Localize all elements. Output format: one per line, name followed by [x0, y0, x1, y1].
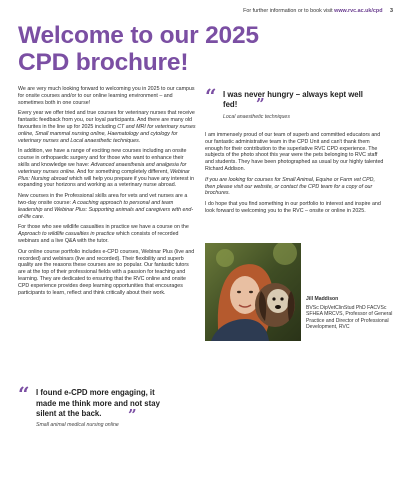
new-course-title-2: Webinar Plus: Nursing abroad	[18, 168, 190, 182]
contact-paragraph: If you are looking for courses for Small Animal, Equine or Farm vet CPD, then please visit our website, or contact the CPD team for a copy of our brochures.	[205, 176, 375, 197]
testimonial-quote-top	[205, 84, 385, 124]
author-name: Jill Maddison	[306, 296, 339, 302]
testimonial-source: Small animal medical nursing online	[36, 422, 119, 428]
courses-text: Every year we offer tried and true courses for veterinary nurses that receive fantastic feedback from you, our loyal participants. And there are many old favourites in the line up for 2025 including	[18, 110, 195, 130]
professional-skills-paragraph	[18, 193, 196, 220]
wildlife-text-a: For those who see wildlife casualties in practice we have a course on the	[18, 224, 189, 231]
author-photo	[205, 243, 301, 341]
prof-course-2: Webinar Plus: Supporting animals and caregivers with end-of-life care.	[18, 206, 194, 220]
online-portfolio-paragraph: Our online course portfolio includes e-CPD courses, Webinar Plus (live and recorded) and webinars (live and recorded). Their flexibility and superb quality are the reasons these courses are so popular. Our fantastic tutors are at the top of their professional fields with a passion for teaching and learning. They are dedicated to ensuring that the RVC online and onsite CPD experience provides deep learning opportunities that encourages participants to learn, reflect and think critically about their work.	[18, 248, 195, 296]
prof-text-a: New courses in the Professional skills area for vets and vet nurses are a two-day onsite course:	[18, 193, 188, 206]
new-courses-text-a: In addition, we have a range of exciting new courses including an onsite course in orthopaedic surgery and for those who want to enhance their skills and knowledge we have:	[18, 148, 187, 168]
prof-text-b: and	[42, 206, 55, 213]
page-title	[18, 22, 259, 76]
close-quote-icon: ”	[256, 95, 265, 113]
author-caption	[306, 296, 398, 331]
testimonial-text: I was never hungry – always kept well fed!	[223, 90, 363, 109]
wildlife-text-b: which consists of recorded webinars and a live Q&A with the tutor.	[18, 231, 179, 244]
portrait-with-dog-image	[205, 243, 301, 341]
prof-course-1: A coaching approach to personal and team leadership	[18, 199, 174, 213]
new-course-title-1: Advanced anaesthesia and analgesia for veterinary nurses online.	[18, 161, 187, 175]
right-column	[205, 84, 385, 219]
new-courses-text-c: which will help you prepare if you have any interest in expanding your horizons and working as a veterinary nurse abroad.	[18, 175, 195, 189]
new-courses-text-b: And for something completely different,	[75, 168, 171, 175]
testimonial-text: I found e-CPD more engaging, it made me think more and not stay silent at the back.	[36, 388, 160, 419]
intro-paragraph: We are very much looking forward to welcoming you in 2025 to our campus for onsite courses and/or to our online learning environment – and sometimes both in one course!	[18, 86, 195, 106]
wildlife-paragraph	[18, 224, 196, 244]
team-paragraph: I am immensely proud of our team of superb and committed educators and our fantastic administrative team in the CPD Unit and can't thank them enough for their contribution to the superlative RVC CPD experience. The subjects of the photo shoot this year were the pets belonging to RVC staff and students. They have been photographed as usual by our highly talented Richard Addison.	[205, 132, 384, 172]
testimonial-quote-bottom	[18, 382, 188, 436]
testimonial-source: Local anaesthetic techniques	[223, 114, 290, 120]
title-line-2: CPD brochure!	[18, 49, 189, 76]
open-quote-icon: “	[205, 84, 217, 108]
courses-paragraph	[18, 110, 196, 144]
open-quote-icon: “	[18, 382, 30, 406]
closing-paragraph: I do hope that you find something in our portfolio to interest and inspire and look forward to welcoming you to the RVC – onsite or online in 2025.	[205, 201, 381, 214]
header-info-text: For further information or to book visit	[243, 8, 333, 14]
wildlife-course: Approach to wildlife casualties in practice	[18, 231, 115, 238]
close-quote-icon: ”	[128, 406, 137, 424]
author-credentials: BVSc DipVetClinStud PhD FACVSc SFHEA MRCVS, Professor of General Practice and Director of Professional Development, RVC	[306, 304, 393, 331]
new-courses-paragraph	[18, 148, 196, 189]
booking-link[interactable]: www.rvc.ac.uk/cpd	[334, 8, 383, 14]
title-line-1: Welcome to our 2025	[18, 22, 259, 49]
left-column	[18, 86, 196, 300]
header-bar	[0, 8, 393, 14]
page-number: 3	[390, 8, 393, 14]
courses-list: CT and MRI for veterinary nurses online, Small mammal nursing online, Haematology and cytology for veterinary nurses and Local anaesthetic techniques.	[18, 123, 196, 144]
